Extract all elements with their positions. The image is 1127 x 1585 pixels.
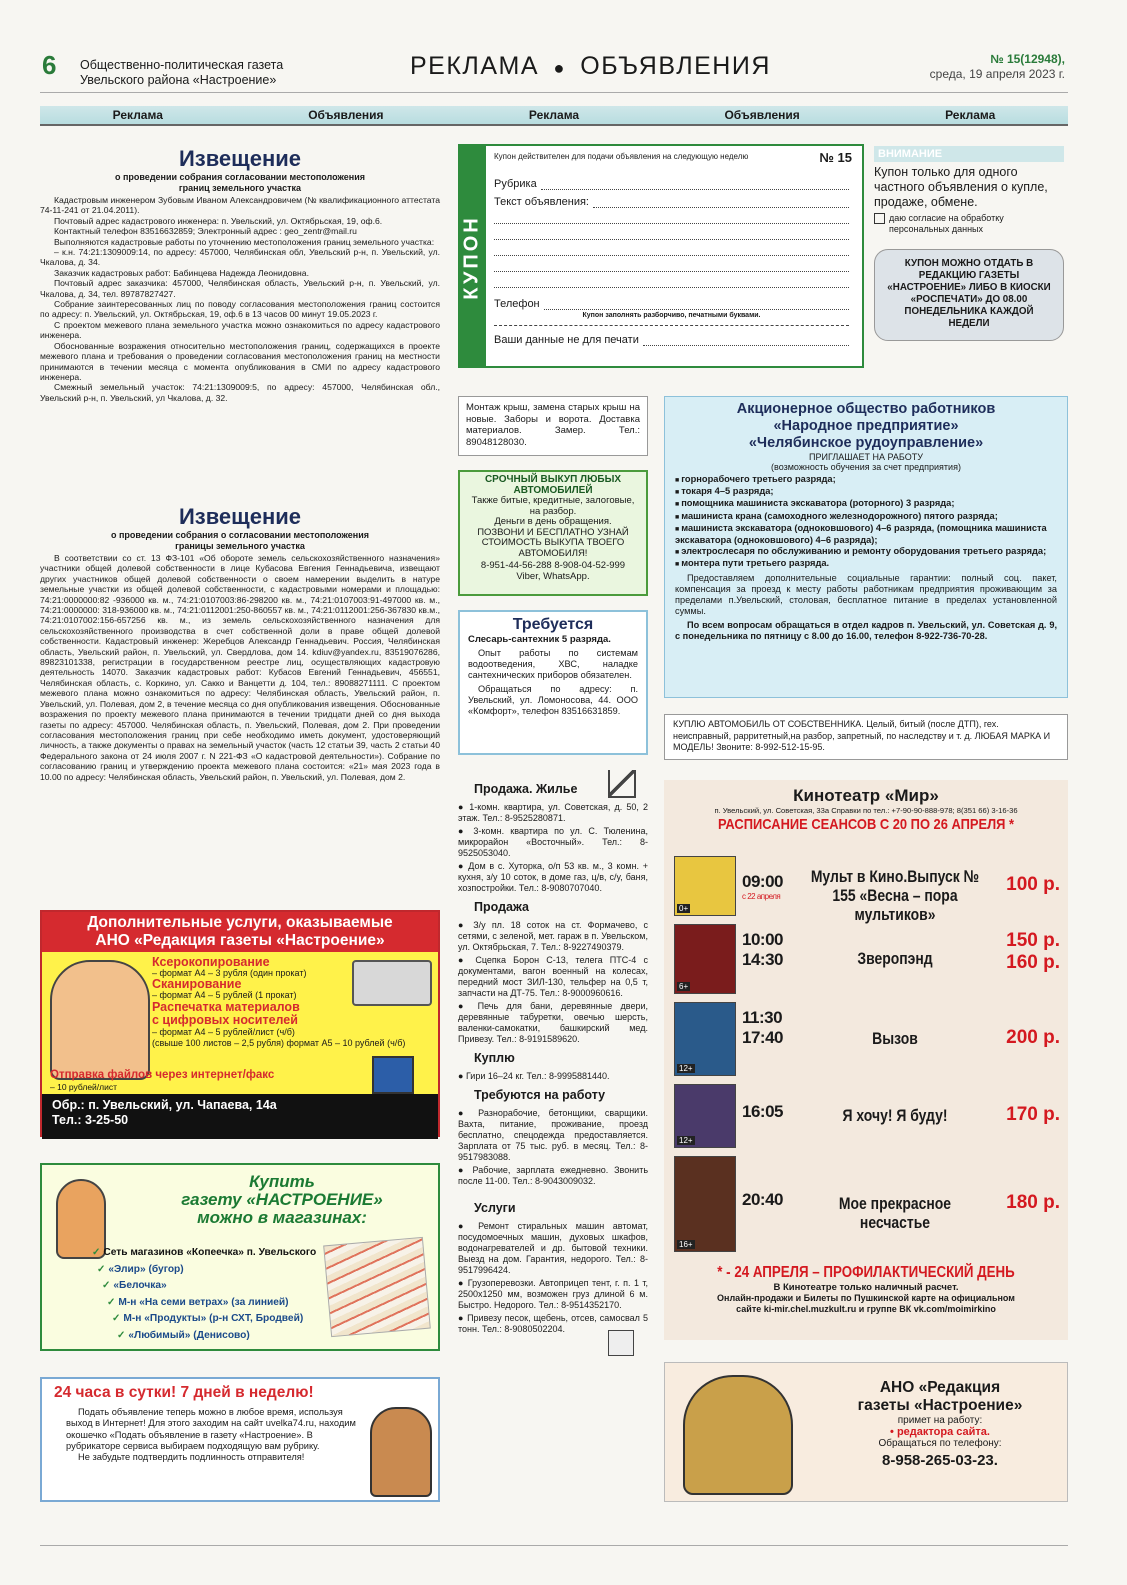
person-illustration <box>50 960 150 1080</box>
editor-job-ad: АНО «Редакция газеты «Настроение» примет на работу: • редактора сайта. Обращаться по телефону: 8-958-265-03-23. <box>664 1362 1068 1502</box>
classified-text: Сцепка Борон С-13, телега ПТС-4 с документами, вагон военный на колесах, передний мост ЗИЛ-130, тельфер на 0,5 т, запчасти на ДТ-75. Тел.: 8-9000960616. <box>458 955 648 998</box>
online-text: Подать объявление теперь можно в любое время, используя выход в Интернет! Для этого заходим на сайт uvelka74.ru, находим окошечко «Подать объявление в газету «Настроение». В рубрикаторе сервиса выбираем подходящую вам рубрику. <box>66 1407 356 1451</box>
shop-item <box>92 1278 352 1295</box>
film-title: Я хочу! Я буду! <box>842 1106 948 1125</box>
online-title: 24 часа в сутки! 7 дней в неделю! <box>54 1384 314 1401</box>
classified-item <box>458 1165 648 1187</box>
services-ad <box>40 910 440 1137</box>
newspaper-illustration <box>323 1237 431 1337</box>
issue-info: № 15(12948), среда, 19 апреля 2023 г. <box>929 52 1065 81</box>
film-time: 10:00 <box>742 930 783 949</box>
buy-newspaper-ad <box>40 1163 440 1351</box>
age-rating: 12+ <box>679 1136 693 1145</box>
film-times <box>742 1102 783 1122</box>
section-strip <box>40 106 1068 126</box>
job-text: монтера пути третьего разряда. <box>681 558 830 569</box>
classified-text: Разнорабочие, бетонщики, сварщики. Вахта, питание, проживание, проезд бесплатно, спецодежда предоставляется. Зарплата от 75 тыс. руб. в месяц. Тел.: 8-9517983088. <box>458 1108 648 1162</box>
film-price: 180 р. <box>1006 1192 1060 1213</box>
mining-jobs-ad: Акционерное общество работников «Народное предприятие» «Челябинское рудоуправление» ПРИГЛАШАЕТ НА РАБОТУ (возможность обучения за счет предприятия) ■ горнорабочего третьего разряда; ■ токаря 4–5 разряда; ■ помощника машиниста экскаватора (роторного) 3 разряда; ■ машиниста крана (самоходного железнодорожного) пятого разряда; ■ машиниста экскаватора (одноковшового) 4–6 разряда, (помощника машиниста экскаватора (одноковшового) 4–6 разряда); ■ электрослесаря по обслуживанию и ремонту оборудования третьего разряда; ■ монтера пути третьего разряда. Предоставляем дополнительные социальные гарантии: полный соц. пакет, компенсация за проезд к месту работы работникам предприятия проживающим за пределами п.Увельский, столовая, бесплатное питание в пределах установленной суммы. По всем вопросам обращаться в отдел кадров п. Увельский, ул. Советская д. 9, с понедельника по пятницу с 8.00 до 16.00, телефон 8-922-736-70-28. <box>664 396 1068 698</box>
services-body: Ксерокопирование – формат А4 – 3 рубля (один прокат) Сканирование – формат А4 – 5 рублей (1 прокат) Распечатка материалов с цифровых носителей – формат А4 – 5 рублей/лист (ч/б) (свыше 100 листов – 2,5 рубля) формат А5 – 10 рублей (ч/б) Отправка файлов через интернет/факс – 10 рублей/лист <box>42 952 438 1094</box>
shop-item <box>92 1295 352 1312</box>
classified-text: Рабочие, зарплата ежедневно. Звонить после 11-00. Тел.: 8-9043009032. <box>458 1165 649 1186</box>
age-rating: 0+ <box>679 904 689 913</box>
services-title: Дополнительные услуги, оказываемые АНО «Редакция газеты «Настроение» <box>42 912 438 952</box>
classified-text: Гири 16–24 кг. Тел.: 8-9995881440. <box>465 1071 610 1081</box>
job-text: токаря 4–5 разряда; <box>681 486 774 497</box>
film-times <box>742 1190 783 1210</box>
shop-item <box>92 1328 352 1345</box>
notice-paragraph: Почтовый адрес заказчика: 457000, Челябинская область, Увельский р-н, п. Увельский, ул. Чкалова, д. 34, тел. 89787827427. <box>40 278 440 299</box>
notice-paragraph: Почтовый адрес кадастрового инженера: п. Увельский, ул. Октябрьская, 19, оф.6. <box>54 215 383 226</box>
job-text: горнорабочего третьего разряда; <box>681 474 836 484</box>
film-price: 200 р. <box>1006 1027 1060 1048</box>
notice-paragraph: Выполняются кадастровые работы по уточнению местоположения границ земельного участка: <box>54 236 435 247</box>
film-times <box>742 930 783 970</box>
film-price: 170 р. <box>1006 1104 1060 1125</box>
film-row <box>664 852 1068 924</box>
film-poster <box>674 1156 736 1252</box>
online-text: Не забудьте подтвердить подлинность отправителя! <box>78 1452 305 1463</box>
job-item <box>675 486 1057 498</box>
shop-name: Сеть магазинов «Копеечка» п. Увельского <box>103 1247 317 1258</box>
film-row <box>664 1152 1068 1256</box>
notice-title: Извещение <box>178 146 302 171</box>
bullet-icon: ■ <box>675 513 682 521</box>
page-number: 6 <box>42 50 57 80</box>
category-title: Услуги <box>474 1201 516 1215</box>
online-submission-ad <box>40 1377 440 1502</box>
notice-subtitle: о проведении собрания о согласовании местоположения границы земельного участка <box>110 530 370 551</box>
check-icon: ✓ <box>102 1280 114 1291</box>
notice-paragraph: – к.н. 74:21:1309009:14, по адресу: 457000, Челябинская обл, Увельский р-н, п. Увельский, ул. Чкалова, д. 34. <box>40 247 440 268</box>
job-item <box>675 523 1057 546</box>
film-time: 17:40 <box>742 1028 783 1047</box>
classified-item <box>458 1108 648 1163</box>
notice-title: Извещение <box>178 504 302 529</box>
classified-text: З/у пл. 18 соток на ст. Формачево, с сетями, с зеленой, мет. гараж в п. Увельском, ул. Октябрьская, 7. Тел.: 8-9227490379. <box>458 920 649 952</box>
strip-label: Реклама <box>945 108 996 122</box>
check-icon: ✓ <box>107 1296 119 1308</box>
header-rule <box>40 92 1068 93</box>
word-document-icon <box>372 1056 414 1094</box>
bullet-icon: ● <box>458 1313 468 1323</box>
private-data-input[interactable] <box>643 345 849 346</box>
category-title: Продажа <box>474 900 529 914</box>
classified-item <box>458 1071 648 1082</box>
film-poster <box>674 1084 736 1148</box>
bullet-icon: ■ <box>675 477 682 484</box>
film-row <box>664 920 1068 998</box>
bullet-icon: ● <box>458 1221 479 1231</box>
strip-label: Объявления <box>308 108 384 122</box>
shop-name: «Белочка» <box>113 1280 167 1291</box>
buy-paper-title: Купить газету «НАСТРОЕНИЕ» можно в магазинах: <box>181 1172 383 1227</box>
ad-text-line[interactable] <box>494 208 849 224</box>
ad-text-line[interactable] <box>494 256 849 272</box>
job-text: машиниста экскаватора (одноковшового) 4–6 разряда, (помощника машиниста экскаватора (одноковшового) 4–6 разряда); <box>675 522 1047 546</box>
job-item <box>675 558 1057 570</box>
cinema-title: Кинотеатр «Мир» <box>793 786 939 805</box>
job-item <box>675 546 1057 558</box>
notice-paragraph: С проектом межевого плана земельного участка можно ознакомиться по адресу кадастрового инженера. <box>40 319 440 341</box>
house-icon <box>608 770 636 798</box>
film-time: 11:30 <box>742 1008 783 1027</box>
publication-name: Общественно-политическая газета Увельского района «Настроение» <box>80 58 284 87</box>
classified-text: Грузоперевозки. Автоприцеп тент, г. п. 1 т, 2500х1250 мм, возможен груз длиной 6 м. Быстро. Недорого. Тел.: 8-9514352170. <box>458 1278 648 1310</box>
coupon-number: № 15 <box>819 150 852 165</box>
coupon-side: КУПОН <box>460 146 486 366</box>
ad-text-line[interactable] <box>494 240 849 256</box>
film-prices <box>1006 874 1060 896</box>
classified-text: Ремонт стиральных машин автомат, посудомоечных машин, духовых шкафов, водонагревателей и др. бытовой техники. Выезд на дом. Гарантия, недорого. Тел.: 8-9517996424. <box>458 1221 648 1275</box>
classified-item <box>458 955 648 999</box>
classified-text: Печь для бани, деревянные двери, деревянные табуретки, овечью шерсть, валенки-самокатки, башкирский мед. Привезу. Тел.: 8-9191589620. <box>458 1001 648 1044</box>
classified-text: 1-комн. квартира, ул. Советская, д. 50, 2 этаж. Тел.: 8-9525280871. <box>458 802 648 823</box>
age-rating: 16+ <box>679 1240 693 1249</box>
ad-text-line[interactable] <box>494 272 849 288</box>
notice-paragraph: Кадастровым инженером Зубовым Иваном Александровичем (№ квалификационного аттестата 74-11-241 от 21.04.2011). <box>40 195 440 216</box>
film-prices <box>1006 1192 1060 1214</box>
film-poster <box>674 856 736 916</box>
notice-paragraph: Смежный земельный участок: 74:21:1309009:5, по адресу: 457000, Челябинская обл., Увельский р-н, п. Увельский, ул Чкалова, д. 32. <box>40 382 440 403</box>
classified-text: Дом в с. Хуторка, о/п 53 кв. м., 3 комн. + кухня, з/у 10 соток, в доме газ, ц/в, с/у, баня, хозпостройки. Тел.: 8-9080707040. <box>458 861 648 893</box>
bullet-icon: ● <box>458 802 470 812</box>
strip-label: Объявления <box>724 108 800 122</box>
shop-item <box>92 1245 352 1262</box>
coupon: КУПОН Купон действителен для подачи объявления на следующую неделю № 15 Рубрика Текст объявления: Телефон Купон заполнять разборчиво, печатными буквами. Ваши данные не для печати <box>458 144 864 368</box>
bullet-icon: ● <box>458 861 469 871</box>
strip-label: Реклама <box>112 108 163 122</box>
classified-item <box>458 1001 648 1045</box>
classified-text: 3-комн. квартира по ул. С. Тюленина, микрорайон «Восточный». Тел.: 8-9525053040. <box>458 826 649 858</box>
coupon-rules: ВНИМАНИЕ Купон только для одного частного объявления о купле, продаже, обмене. даю согласие на обработку персональных данных КУПОН МОЖНО ОТДАТЬ В РЕДАКЦИЮ ГАЗЕТЫ «НАСТРОЕНИЕ» ЛИБО В КИОСКИ «РОСПЕЧАТИ» ДО 08.00 ПОНЕДЕЛЬНИКА КАЖДОЙ НЕДЕЛИ <box>874 146 1064 368</box>
services-contact: Обр.: п. Увельский, ул. Чапаева, 14а Тел.: 3-25-50 <box>42 1094 438 1139</box>
check-icon: ✓ <box>92 1247 104 1258</box>
film-price: 100 р. <box>1006 874 1060 895</box>
shop-list <box>92 1245 352 1344</box>
film-times <box>742 1008 783 1048</box>
shop-item <box>92 1311 352 1328</box>
classified-item <box>458 1278 648 1311</box>
bullet-icon: ● <box>458 1071 466 1081</box>
notice-paragraph: Собрание заинтересованных лиц по поводу согласования местоположения границ состоится по адресу: п. Увельский, ул. Октябрьская, 19, оф.6 в 13 часов 00 минут 19.05.2023 г. <box>40 299 440 320</box>
film-poster <box>674 924 736 994</box>
tools-icon <box>608 1330 634 1356</box>
film-title: Вызов <box>872 1029 918 1048</box>
film-prices <box>1006 930 1060 974</box>
attention-label: ВНИМАНИЕ <box>874 146 1064 162</box>
film-title: Мое прекрасное несчастье <box>838 1194 952 1232</box>
age-rating: 6+ <box>679 982 689 991</box>
classified-item <box>458 826 648 859</box>
film-time: 20:40 <box>742 1190 783 1209</box>
footer-rule <box>40 1545 1068 1546</box>
section-title: РЕКЛАМА ● ОБЪЯВЛЕНИЯ <box>410 52 771 80</box>
bullet-icon: ● <box>553 58 566 78</box>
shop-name: «Элир» (бугор) <box>108 1263 184 1275</box>
film-price: 160 р. <box>1006 952 1060 973</box>
bullet-icon: ■ <box>675 561 682 569</box>
film-time: 09:00 <box>742 872 783 891</box>
job-text: помощника машиниста экскаватора (роторного) 3 разряда; <box>681 498 955 509</box>
bullet-icon: ■ <box>675 525 682 533</box>
cinema-ad: Кинотеатр «Мир» п. Увельский, ул. Советская, 33а Справки по тел.: +7-90-90-888-978; 8(351 66) 3-16-36 РАСПИСАНИЕ СЕАНСОВ С 20 ПО 26 АПРЕЛЯ * 0+ 09:00 с 22 апреля Мульт в Кино.Выпуск № 155 «Весна – пора мультиков» 100 р. 6+ 10:00 14:30 Зверопэнд 150 р. 160 р. 12+ 11:30 17:40 Вызов 200 р. 12+ 16:05 Я хочу! Я буду! 170 р. 16+ 20:40 Мое прекрасное несчастье 180 р. * - 24 АПРЕЛЯ – ПРОФИЛАКТИЧЕСКИЙ ДЕНЬ В Кинотеатре только наличный расчет. Онлайн-продажи и Билеты по Пушкинской карте на официальном сайте ki-mir.chel.muzkult.ru и группе ВК vk.com/moimirkino <box>664 780 1068 1340</box>
notice-2 <box>40 504 440 782</box>
car-buyout-ad: СРОЧНЫЙ ВЫКУП ЛЮБЫХ АВТОМОБИЛЕЙ Также битые, кредитные, залоговые, на разбор. Деньги в день обращения. ПОЗВОНИ И БЕСПЛАТНО УЗНАЙ СТОИМОСТЬ ВЫКУПА ТВОЕГО АВТОМОБИЛЯ! 8-951-44-56-288 8-908-04-52-999 Viber, WhatsApp. <box>458 470 648 596</box>
classified-item <box>458 861 648 894</box>
shop-name: М-н «На семи ветрах» (за линией) <box>118 1296 289 1308</box>
category-title: Требуются на работу <box>474 1088 606 1102</box>
rubric-input[interactable] <box>541 189 849 190</box>
classified-item <box>458 920 648 953</box>
bullet-icon: ● <box>458 955 476 965</box>
bullet-icon: ● <box>458 1165 473 1175</box>
reporter-illustration <box>683 1375 793 1495</box>
film-poster <box>674 1002 736 1076</box>
ad-text-line[interactable] <box>494 224 849 240</box>
film-title: Мульт в Кино.Выпуск № 155 «Весна – пора мультиков» <box>810 867 980 924</box>
notice-paragraph: Заказчик кадастровых работ: Бабинцева Надежда Леонидовна. <box>54 267 309 278</box>
classifieds <box>458 776 648 1337</box>
category-title: Куплю <box>474 1051 515 1065</box>
shop-name: М-н «Продукты» (р-н СХТ, Бродвей) <box>123 1313 304 1324</box>
notice-body: В соответствии со ст. 13 ФЗ-101 «Об обороте земель сельскохозяйственного назначения» участники общей долевой собственности в лице Кубасова Евгения Геннадьевича, извещают других участников общей долевой собственности о своем намерении выделить в натуре земельные участки из общей долевой собственности, с кадастровыми номерами и площадью: 74:21:0000000:82 -936000 кв. м., 74:21:0107003:86-298200 кв. м., 74:21:0107003:91-497000 кв. м., 74:21:0000000: 318-936000 кв. м., 74:21:0112001:250-860557 кв. м., 74:21:0112001:256-367830 кв.м., 74:21:0107002:156-657256 кв. м., из земель сельскохозяйственного назначения для сельскохозяйственного производства в счет собственной доли в праве общей долевой собственности. Кадастровый инженер: Жеребцов Александр Геннадьевич. Россия, Челябинская область, Увельский район, п. Увельский, ул. Свердлова, дом 14. kdiuv@yandex.ru, 83519076286, 89823101338, регистрации в государственном реестре лиц, осуществляющих кадастровую деятельность 14070. Заказчик кадастровых работ: Кубасов Евгений Геннадьевич, 456551, Челябинская область, с. Коркино, ул. Сакко и Ванцетти д. 104, тел.: 89088271111. С проектом межевого плана можно ознакомиться по адресу: Челябинская область, Увельский район, п. Увельский, ул. Полевая, дом 2, в течение месяца со дня опубликования извещения. Обоснованные возражения по проекту межевого плана принимаются в течении тридцати дней со дня выхода газеты по адресу: 457000. Челябинская область, п. Увельский, Полевая, дом 2. При проведении согласования местоположения границ при себе необходимо иметь документ, удостоверяющий личность, а также документы о правах на земельный участок (часть 12 статьи 39, часть 2 статьи 40 Федерального закона от 24 июля 2007 г. N 221-ФЗ «О кадастровой деятельности»). Собрание по согласованию границ и утверждению проекта межевого плана состоится: «21» мая 2023 года в 10.00 по адресу: Челябинская область, Увельский район, п. Увельский, ул. Полевая, дом 2. <box>40 553 440 782</box>
shop-item <box>92 1262 352 1279</box>
job-item <box>675 511 1057 523</box>
film-time: 16:05 <box>742 1102 783 1121</box>
bullet-icon: ● <box>458 1108 479 1118</box>
check-icon: ✓ <box>117 1329 129 1341</box>
film-times <box>742 872 783 901</box>
buy-car-ad: КУПЛЮ АВТОМОБИЛЬ ОТ СОБСТВЕННИКА. Целый, битый (после ДТП), гех. неисправный, рарритетный,на разбор, запретный, по наследству и т. д. ЛЮБАЯ МАРКА И МОДЕЛЬ! Звоните: 8-992-512-15-95. <box>664 714 1068 760</box>
notice-body <box>40 195 440 403</box>
man-illustration <box>370 1407 432 1497</box>
classified-text: Привезу песок, щебень, отсев, самосвал 5 тонн. Тел.: 8-9080502204. <box>458 1313 648 1334</box>
notice-1 <box>40 146 440 403</box>
ad-text-input[interactable] <box>593 207 849 208</box>
plumber-ad: Требуется Слесарь-сантехник 5 разряда. Опыт работы по системам водоотведения, ХВС, наладке сантехнических приборов обязателен. Обращаться по адресу: п. Увельский, ул. Ломоносова, 44. ООО «Комфорт», телефон 83516631859. <box>458 610 648 755</box>
bullet-icon: ■ <box>675 489 682 497</box>
bullet-icon: ● <box>458 1001 478 1011</box>
category-title: Продажа. Жилье <box>474 782 578 796</box>
film-time: 14:30 <box>742 950 783 969</box>
strip-label: Реклама <box>528 108 580 122</box>
bullet-icon: ● <box>458 1278 468 1288</box>
roof-ad: Монтаж крыш, замена старых крыш на новые. Заборы и ворота. Доставка материалов. Замер. Тел.: 89048128030. <box>458 396 648 456</box>
check-icon: ✓ <box>97 1263 109 1275</box>
notice-paragraph: Обоснованные возражения относительно местоположения границ, содержащихся в проекте межевого плана и требования о проведении согласования местоположения границ на местности принимаются в течении месяца с момента опубликования в СМИ по адресу кадастрового инженера. <box>40 340 440 382</box>
notice-subtitle: о проведении собрания согласовании местоположения границ земельного участка <box>114 172 366 193</box>
coupon-where: КУПОН МОЖНО ОТДАТЬ В РЕДАКЦИЮ ГАЗЕТЫ «НАСТРОЕНИЕ» ЛИБО В КИОСКИ «РОСПЕЧАТИ» ДО 08.00 ПОНЕДЕЛЬНИКА КАЖДОЙ НЕДЕЛИ <box>874 249 1064 341</box>
bullet-icon: ■ <box>675 501 682 509</box>
job-text: машиниста крана (самоходного железнодорожного) пятого разряда; <box>681 510 998 521</box>
film-note: с 22 апреля <box>742 892 781 901</box>
age-rating: 12+ <box>679 1064 693 1073</box>
film-row <box>664 1080 1068 1152</box>
phone-input[interactable] <box>544 309 849 310</box>
bullet-icon: ■ <box>675 549 682 557</box>
schedule-title: РАСПИСАНИЕ СЕАНСОВ С 20 ПО 26 АПРЕЛЯ * <box>717 816 1015 833</box>
shop-name: «Любимый» (Денисово) <box>128 1329 250 1341</box>
job-item <box>675 474 1057 486</box>
maintenance-day: * - 24 АПРЕЛЯ – ПРОФИЛАКТИЧЕСКИЙ ДЕНЬ <box>717 1264 1015 1281</box>
film-row <box>664 998 1068 1080</box>
classified-item <box>458 802 648 824</box>
film-prices <box>1006 1027 1060 1049</box>
notice-paragraph: Контактный телефон 83516632859; Электронный адрес : geo_zentr@mail.ru <box>54 226 357 237</box>
job-item <box>675 498 1057 510</box>
check-icon: ✓ <box>112 1313 124 1324</box>
classified-item <box>458 1221 648 1276</box>
bullet-icon: ● <box>458 920 474 930</box>
bullet-icon: ● <box>458 826 474 836</box>
film-prices <box>1006 1104 1060 1126</box>
consent-checkbox[interactable] <box>874 213 885 224</box>
job-text: электрослесаря по обслуживанию и ремонту оборудования третьего разряда; <box>681 546 1047 557</box>
film-title: Зверопэнд <box>857 949 933 968</box>
film-price: 150 р. <box>1006 930 1060 951</box>
